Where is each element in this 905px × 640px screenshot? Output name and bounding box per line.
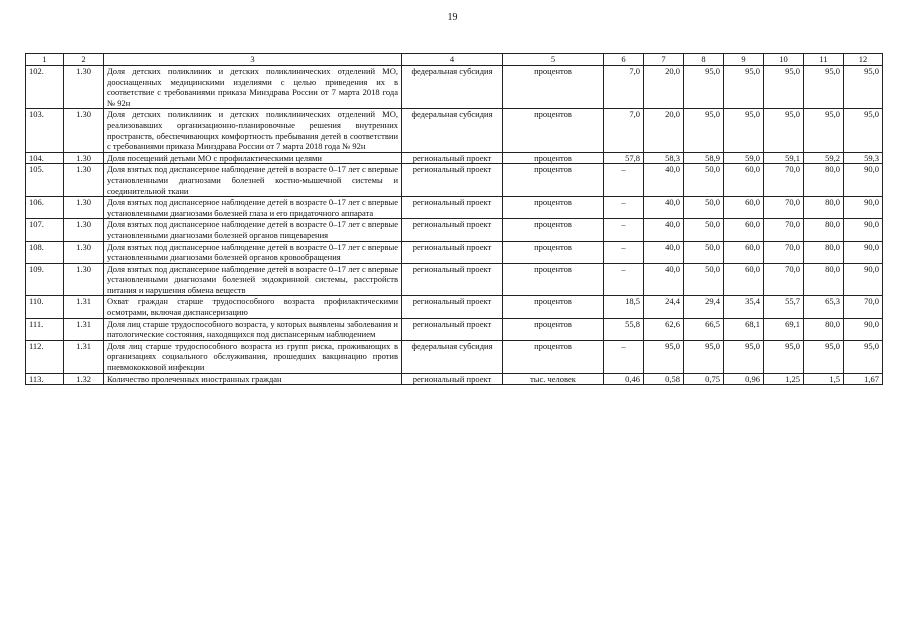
value-cell: 7,0	[604, 66, 644, 109]
source-cell: федеральная субсидия	[402, 66, 503, 109]
value-cell: 70,0	[764, 241, 804, 263]
header-cell: 2	[64, 54, 104, 66]
value-cell: 1,5	[804, 373, 844, 385]
row-number-cell: 110.	[26, 296, 64, 318]
table-row	[26, 373, 883, 385]
value-cell: 50,0	[684, 164, 724, 197]
value-cell: 40,0	[644, 241, 684, 263]
header-cell: 12	[844, 54, 883, 66]
value-cell: 90,0	[844, 197, 883, 219]
code-cell: 1.30	[64, 164, 104, 197]
indicator-name-cell: Доля детских поликлиник и детских поликлинических отделений МО, реализовавших организационно-планировочные решения внутренних пространств, обеспечивающих комфортность пребывания детей в соответствии с требованиями приказа Минздрава России от 7 марта 2018 года № 92н	[104, 109, 402, 152]
table-row	[26, 152, 883, 164]
value-cell: 20,0	[644, 109, 684, 152]
unit-cell: процентов	[503, 263, 604, 296]
value-cell: 68,1	[724, 318, 764, 340]
indicator-name-cell: Доля взятых под диспансерное наблюдение детей в возрасте 0–17 лет с впервые установленными диагнозами болезней органов пищеварения	[104, 219, 402, 241]
unit-cell: процентов	[503, 241, 604, 263]
table-row	[26, 164, 883, 197]
value-cell: 95,0	[764, 66, 804, 109]
value-cell: 1,67	[844, 373, 883, 385]
code-cell: 1.30	[64, 152, 104, 164]
row-number-cell: 113.	[26, 373, 64, 385]
source-cell: региональный проект	[402, 164, 503, 197]
indicator-name-cell: Доля взятых под диспансерное наблюдение детей в возрасте 0–17 лет с впервые установленными диагнозами болезней глаза и его придаточного аппарата	[104, 197, 402, 219]
header-cell: 8	[684, 54, 724, 66]
value-cell: 90,0	[844, 318, 883, 340]
value-cell: 90,0	[844, 263, 883, 296]
value-cell: 0,58	[644, 373, 684, 385]
value-cell: –	[604, 219, 644, 241]
table-row	[26, 241, 883, 263]
source-cell: региональный проект	[402, 241, 503, 263]
row-number-cell: 105.	[26, 164, 64, 197]
value-cell: 59,2	[804, 152, 844, 164]
row-number-cell: 106.	[26, 197, 64, 219]
indicator-name-cell: Количество пролеченных иностранных граждан	[104, 373, 402, 385]
row-number-cell: 109.	[26, 263, 64, 296]
code-cell: 1.31	[64, 296, 104, 318]
table-row	[26, 296, 883, 318]
unit-cell: процентов	[503, 66, 604, 109]
value-cell: 80,0	[804, 263, 844, 296]
header-cell: 6	[604, 54, 644, 66]
value-cell: 80,0	[804, 197, 844, 219]
value-cell: 95,0	[684, 340, 724, 373]
value-cell: –	[604, 340, 644, 373]
value-cell: 7,0	[604, 109, 644, 152]
header-cell: 4	[402, 54, 503, 66]
value-cell: –	[604, 164, 644, 197]
value-cell: 50,0	[684, 197, 724, 219]
header-row	[26, 54, 883, 66]
code-cell: 1.30	[64, 219, 104, 241]
table-row	[26, 219, 883, 241]
source-cell: региональный проект	[402, 263, 503, 296]
table-body	[26, 66, 883, 385]
source-cell: региональный проект	[402, 219, 503, 241]
value-cell: –	[604, 263, 644, 296]
indicator-name-cell: Доля детских поликлиник и детских поликлинических отделений МО, дооснащенных медицинскими изделиями с целью приведения их в соответствие с требованиями приказа Минздрава России от 7 марта 2018 года № 92н	[104, 66, 402, 109]
unit-cell: процентов	[503, 197, 604, 219]
header-cell: 10	[764, 54, 804, 66]
value-cell: 95,0	[804, 340, 844, 373]
value-cell: 69,1	[764, 318, 804, 340]
indicator-name-cell: Доля взятых под диспансерное наблюдение детей в возрасте 0–17 лет с впервые установленными диагнозами болезней органов кровообращения	[104, 241, 402, 263]
table-row	[26, 263, 883, 296]
value-cell: 90,0	[844, 241, 883, 263]
value-cell: 65,3	[804, 296, 844, 318]
indicator-name-cell: Охват граждан старше трудоспособного возраста профилактическими осмотрами, включая диспансеризацию	[104, 296, 402, 318]
value-cell: 95,0	[764, 340, 804, 373]
value-cell: 80,0	[804, 241, 844, 263]
value-cell: 95,0	[724, 340, 764, 373]
value-cell: 58,9	[684, 152, 724, 164]
code-cell: 1.32	[64, 373, 104, 385]
value-cell: 58,3	[644, 152, 684, 164]
value-cell: 90,0	[844, 219, 883, 241]
value-cell: 95,0	[844, 109, 883, 152]
value-cell: 29,4	[684, 296, 724, 318]
value-cell: 95,0	[724, 109, 764, 152]
header-cell: 7	[644, 54, 684, 66]
value-cell: 50,0	[684, 263, 724, 296]
value-cell: 40,0	[644, 219, 684, 241]
value-cell: 62,6	[644, 318, 684, 340]
table-row	[26, 318, 883, 340]
value-cell: 60,0	[724, 197, 764, 219]
value-cell: 80,0	[804, 318, 844, 340]
code-cell: 1.30	[64, 241, 104, 263]
source-cell: федеральная субсидия	[402, 340, 503, 373]
table-row	[26, 109, 883, 152]
value-cell: 95,0	[644, 340, 684, 373]
unit-cell: тыс. человек	[503, 373, 604, 385]
row-number-cell: 112.	[26, 340, 64, 373]
row-number-cell: 111.	[26, 318, 64, 340]
value-cell: 90,0	[844, 164, 883, 197]
unit-cell: процентов	[503, 164, 604, 197]
unit-cell: процентов	[503, 318, 604, 340]
row-number-cell: 108.	[26, 241, 64, 263]
value-cell: 59,1	[764, 152, 804, 164]
code-cell: 1.30	[64, 263, 104, 296]
value-cell: 95,0	[724, 66, 764, 109]
value-cell: 18,5	[604, 296, 644, 318]
unit-cell: процентов	[503, 340, 604, 373]
code-cell: 1.30	[64, 66, 104, 109]
table-row	[26, 340, 883, 373]
indicator-name-cell: Доля лиц старше трудоспособного возраста из групп риска, проживающих в организациях социального обслуживания, прошедших вакцинацию против пневмококковой инфекции	[104, 340, 402, 373]
value-cell: 70,0	[844, 296, 883, 318]
unit-cell: процентов	[503, 219, 604, 241]
indicator-name-cell: Доля посещений детьми МО с профилактическими целями	[104, 152, 402, 164]
row-number-cell: 104.	[26, 152, 64, 164]
value-cell: 95,0	[804, 109, 844, 152]
source-cell: региональный проект	[402, 197, 503, 219]
code-cell: 1.30	[64, 109, 104, 152]
unit-cell: процентов	[503, 296, 604, 318]
value-cell: 80,0	[804, 219, 844, 241]
value-cell: 60,0	[724, 164, 764, 197]
indicator-name-cell: Доля взятых под диспансерное наблюдение детей в возрасте 0–17 лет с впервые установленными диагнозами болезней костно-мышечной системы и соединительной ткани	[104, 164, 402, 197]
value-cell: 40,0	[644, 263, 684, 296]
page-number: 19	[447, 12, 458, 23]
code-cell: 1.31	[64, 318, 104, 340]
indicator-name-cell: Доля взятых под диспансерное наблюдение детей в возрасте 0–17 лет с впервые установленными диагнозами болезней эндокринной системы, расстройств питания и нарушения обмена веществ	[104, 263, 402, 296]
value-cell: 35,4	[724, 296, 764, 318]
value-cell: 60,0	[724, 219, 764, 241]
header-cell: 1	[26, 54, 64, 66]
value-cell: 55,8	[604, 318, 644, 340]
source-cell: региональный проект	[402, 318, 503, 340]
value-cell: 0,75	[684, 373, 724, 385]
value-cell: 40,0	[644, 197, 684, 219]
value-cell: 95,0	[804, 66, 844, 109]
header-cell: 9	[724, 54, 764, 66]
table-row	[26, 197, 883, 219]
value-cell: 95,0	[844, 66, 883, 109]
value-cell: 40,0	[644, 164, 684, 197]
value-cell: –	[604, 241, 644, 263]
value-cell: 95,0	[684, 66, 724, 109]
value-cell: 70,0	[764, 219, 804, 241]
unit-cell: процентов	[503, 152, 604, 164]
value-cell: 59,3	[844, 152, 883, 164]
source-cell: региональный проект	[402, 373, 503, 385]
value-cell: 80,0	[804, 164, 844, 197]
value-cell: 60,0	[724, 263, 764, 296]
value-cell: 70,0	[764, 263, 804, 296]
value-cell: 0,96	[724, 373, 764, 385]
value-cell: 50,0	[684, 219, 724, 241]
unit-cell: процентов	[503, 109, 604, 152]
value-cell: 0,46	[604, 373, 644, 385]
indicator-name-cell: Доля лиц старше трудоспособного возраста, у которых выявлены заболевания и патологические состояния, находящихся под диспансерным наблюдением	[104, 318, 402, 340]
code-cell: 1.30	[64, 197, 104, 219]
value-cell: 95,0	[844, 340, 883, 373]
value-cell: 70,0	[764, 164, 804, 197]
value-cell: 59,0	[724, 152, 764, 164]
value-cell: 95,0	[684, 109, 724, 152]
value-cell: 50,0	[684, 241, 724, 263]
source-cell: региональный проект	[402, 296, 503, 318]
value-cell: 60,0	[724, 241, 764, 263]
header-cell: 3	[104, 54, 402, 66]
table-row	[26, 66, 883, 109]
value-cell: 70,0	[764, 197, 804, 219]
value-cell: 57,8	[604, 152, 644, 164]
value-cell: 24,4	[644, 296, 684, 318]
row-number-cell: 103.	[26, 109, 64, 152]
indicators-table	[25, 53, 883, 385]
code-cell: 1.31	[64, 340, 104, 373]
source-cell: федеральная субсидия	[402, 109, 503, 152]
value-cell: 20,0	[644, 66, 684, 109]
value-cell: 66,5	[684, 318, 724, 340]
header-cell: 5	[503, 54, 604, 66]
row-number-cell: 107.	[26, 219, 64, 241]
value-cell: 1,25	[764, 373, 804, 385]
row-number-cell: 102.	[26, 66, 64, 109]
value-cell: –	[604, 197, 644, 219]
value-cell: 55,7	[764, 296, 804, 318]
value-cell: 95,0	[764, 109, 804, 152]
header-cell: 11	[804, 54, 844, 66]
source-cell: региональный проект	[402, 152, 503, 164]
